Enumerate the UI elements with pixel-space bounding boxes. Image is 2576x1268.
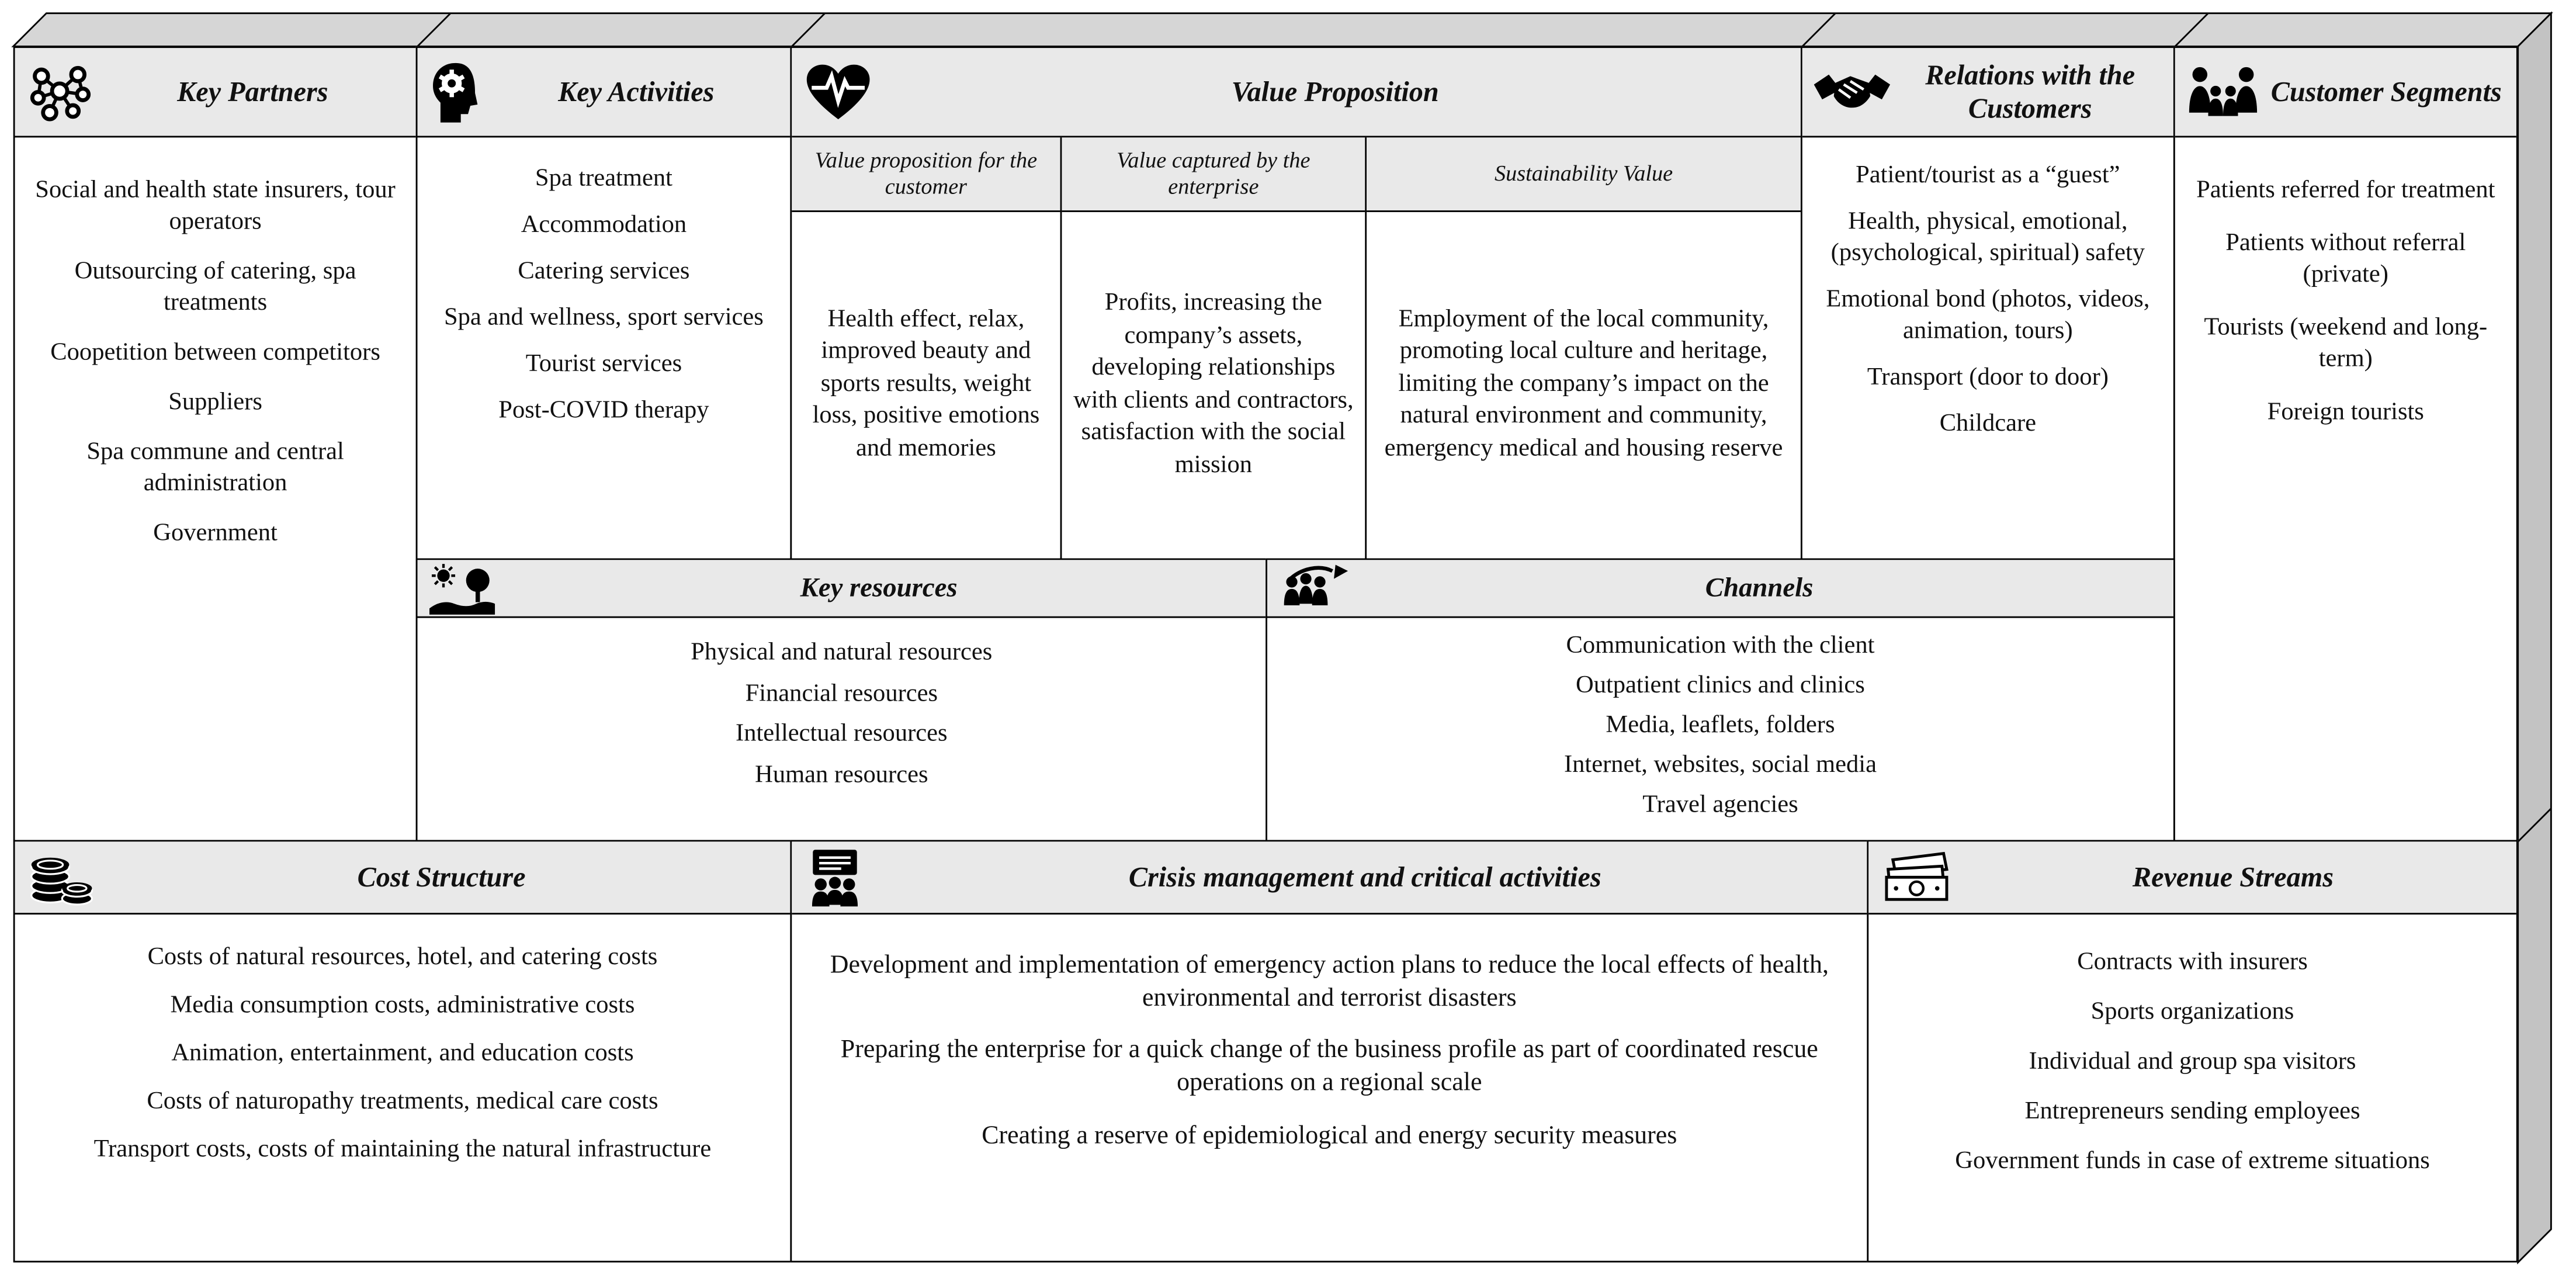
head-gear-icon <box>429 59 485 125</box>
list-item: Transport (door to door) <box>1867 365 2109 392</box>
customer-segments-body <box>2175 137 2516 840</box>
list-item: Animation, entertainment, and education costs <box>171 1040 634 1068</box>
vp-subheader-enterprise: Value captured by the enterprise <box>1062 137 1365 212</box>
vp-body-sustainability: Employment of the local community, promoting local culture and heritage, limiting the company’s impact on the natural environment and community, emergency medical and housing reserve <box>1384 306 1783 462</box>
key-activities-title: Key Activities <box>558 76 715 108</box>
list-item: Internet, websites, social media <box>1563 752 1877 779</box>
list-item: Media consumption costs, administrative costs <box>170 992 635 1019</box>
list-item: Accommodation <box>521 212 687 239</box>
value-proposition-block <box>790 46 1802 560</box>
key-partners-block <box>13 46 418 841</box>
list-item: Tourist services <box>525 351 682 378</box>
key-resources-header <box>417 560 1266 618</box>
key-resources-block <box>416 558 1267 841</box>
crisis-management-title: Crisis management and critical activities <box>1128 861 1601 893</box>
key-partners-body <box>15 137 416 840</box>
customer-segments-header <box>2175 48 2516 137</box>
relations-title: Relations with the Customers <box>1925 60 2135 124</box>
list-item: Suppliers <box>168 389 262 417</box>
list-item: Childcare <box>1939 411 2037 438</box>
list-item: Individual and group spa visitors <box>2029 1049 2356 1076</box>
people-arrow-icon <box>1279 562 1348 615</box>
list-item: Emotional bond (photos, videos, animation, tours) <box>1826 286 2150 345</box>
customer-segments-title: Customer Segments <box>2270 76 2502 108</box>
customer-segments-block <box>2173 46 2518 841</box>
vp-subheader-sustainability: Sustainability Value <box>1367 137 1801 212</box>
handshake-icon <box>1814 67 1890 117</box>
list-item: Transport costs, costs of maintaining the natural infrastructure <box>93 1137 712 1163</box>
list-item: Development and implementation of emergency action plans to reduce the local effects of health, environmental and terrorist disasters <box>830 951 1829 1012</box>
crisis-management-header <box>792 841 1867 914</box>
value-proposition-title: Value Proposition <box>1231 76 1439 108</box>
key-partners-header <box>15 48 416 137</box>
vp-column-enterprise <box>1060 137 1365 558</box>
list-item: Outpatient clinics and clinics <box>1575 673 1865 699</box>
channels-block <box>1266 558 2175 841</box>
list-item: Patient/tourist as a “guest” <box>1856 162 2120 189</box>
list-item: Travel agencies <box>1642 792 1798 819</box>
vp-body-customer: Health effect, relax, improved beauty and sports results, weight loss, positive emotions and memories <box>812 306 1040 462</box>
relations-header <box>1802 48 2173 137</box>
list-item: Catering services <box>518 258 690 285</box>
revenue-streams-title: Revenue Streams <box>2132 861 2334 893</box>
revenue-streams-block <box>1867 840 2518 1262</box>
banknotes-icon <box>1880 850 1953 905</box>
list-item: Costs of naturopathy treatments, medical care costs <box>147 1089 658 1115</box>
list-item: Intellectual resources <box>736 721 948 748</box>
crisis-management-body <box>792 914 1867 1261</box>
landscape-icon <box>429 562 495 615</box>
list-item: Post-COVID therapy <box>498 398 709 425</box>
list-item: Communication with the client <box>1566 633 1875 660</box>
list-item: Human resources <box>755 762 928 789</box>
cost-structure-title: Cost Structure <box>357 861 526 893</box>
key-activities-body <box>417 137 790 558</box>
key-activities-header <box>417 48 790 137</box>
list-item: Patients without referral (private) <box>2225 230 2466 289</box>
vp-column-customer <box>792 137 1060 558</box>
people-group-icon <box>2187 62 2260 122</box>
list-item: Outsourcing of catering, spa treatments <box>74 258 356 317</box>
list-item: Media, leaflets, folders <box>1606 712 1835 739</box>
cost-structure-block <box>13 840 792 1262</box>
revenue-streams-header <box>1868 841 2516 914</box>
crisis-management-block <box>790 840 1868 1262</box>
list-item: Health, physical, emotional, (psychological, spiritual) safety <box>1830 209 2145 267</box>
cost-structure-header <box>15 841 791 914</box>
key-partners-title: Key Partners <box>177 76 328 108</box>
revenue-streams-body <box>1868 914 2516 1261</box>
coins-icon <box>26 846 96 909</box>
list-item: Government funds in case of extreme situations <box>1955 1148 2430 1175</box>
presentation-icon <box>803 846 866 909</box>
relations-block <box>1801 46 2175 560</box>
channels-body <box>1267 618 2173 840</box>
list-item: Spa and wellness, sport services <box>443 305 764 332</box>
list-item: Contracts with insurers <box>2077 949 2308 976</box>
value-proposition-columns <box>792 137 1801 558</box>
list-item: Spa commune and central administration <box>86 439 344 498</box>
canvas-grid <box>13 46 2518 1262</box>
list-item: Entrepreneurs sending employees <box>2024 1099 2360 1125</box>
channels-title: Channels <box>1705 571 1814 603</box>
list-item: Coopetition between competitors <box>50 339 380 367</box>
list-item: Financial resources <box>745 680 938 707</box>
relations-body <box>1802 137 2173 558</box>
list-item: Creating a reserve of epidemiological and energy security measures <box>982 1121 1677 1149</box>
list-item: Sports organizations <box>2090 999 2294 1026</box>
list-item: Social and health state insurers, tour operators <box>35 177 396 235</box>
list-item: Foreign tourists <box>2267 399 2424 427</box>
value-proposition-header <box>792 48 1801 137</box>
vp-column-sustainability <box>1365 137 1801 558</box>
list-item: Spa treatment <box>535 165 672 192</box>
key-resources-title: Key resources <box>800 571 958 603</box>
network-icon <box>26 62 92 122</box>
list-item: Costs of natural resources, hotel, and catering costs <box>147 944 658 971</box>
list-item: Preparing the enterprise for a quick change of the business profile as part of coordinated rescue operations on a regional scale <box>840 1036 1818 1097</box>
channels-header <box>1267 560 2173 618</box>
heart-pulse-icon <box>803 62 873 122</box>
list-item: Tourists (weekend and long-term) <box>2204 315 2488 373</box>
vp-body-enterprise: Profits, increasing the company’s assets, developing relationships with clients and contractors, satisfaction with the social mission <box>1073 290 1354 478</box>
key-resources-body <box>417 618 1266 840</box>
key-activities-block <box>416 46 792 560</box>
list-item: Government <box>153 521 278 548</box>
cost-structure-body <box>15 914 791 1261</box>
vp-subheader-customer: Value proposition for the customer <box>792 137 1060 212</box>
list-item: Patients referred for treatment <box>2196 177 2495 204</box>
list-item: Physical and natural resources <box>691 639 993 666</box>
